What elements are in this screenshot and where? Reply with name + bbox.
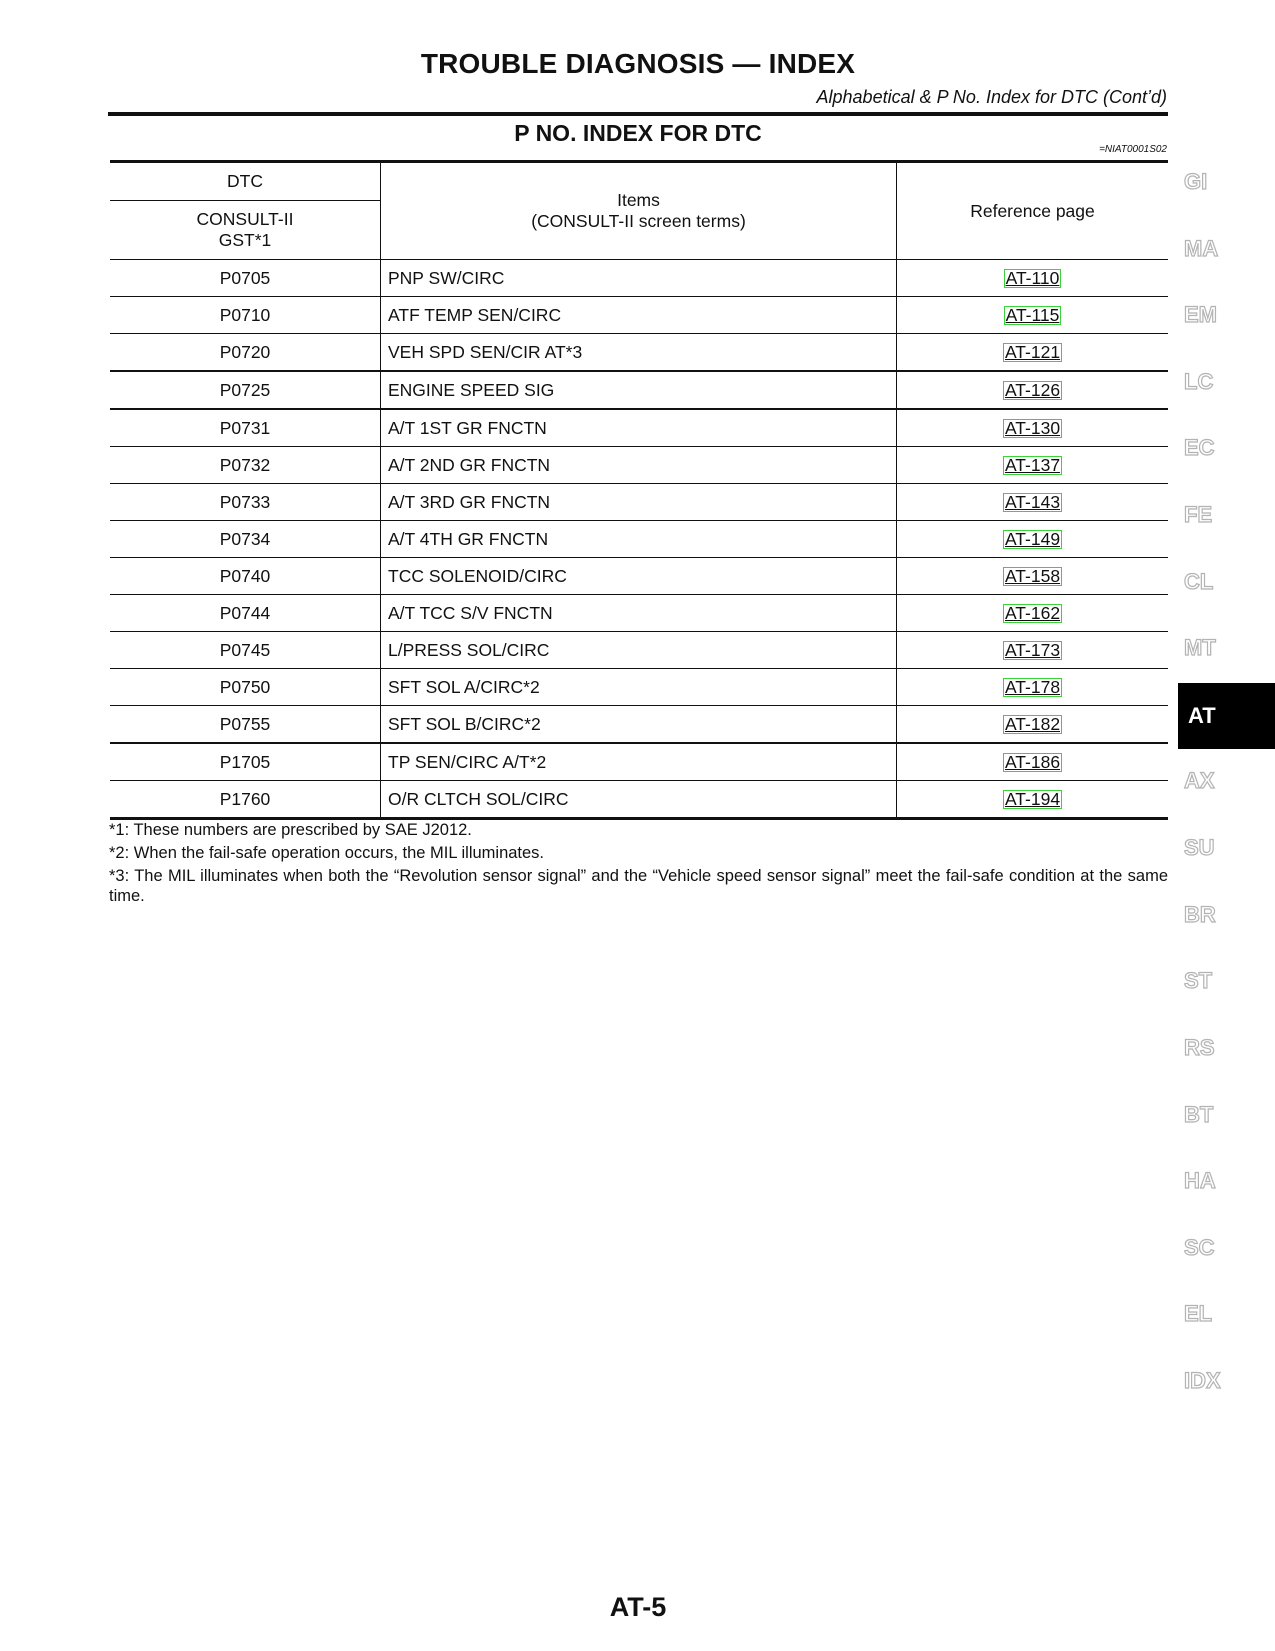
table-row <box>110 781 1168 819</box>
section-tab-rs[interactable]: RS <box>1184 1035 1215 1060</box>
reference-cell <box>897 371 1169 409</box>
table-row <box>110 706 1168 744</box>
item-cell <box>381 521 897 558</box>
item-label: A/T 4TH GR FNCTN <box>388 528 549 549</box>
table-row <box>110 260 1168 297</box>
reference-page-link[interactable]: AT-178 <box>1004 676 1061 697</box>
header-dtc: DTC <box>110 162 381 201</box>
reference-cell <box>897 706 1169 744</box>
reference-page-link[interactable]: AT-110 <box>1005 267 1060 288</box>
item-cell <box>381 409 897 447</box>
item-label: A/T 2ND GR FNCTN <box>388 454 551 475</box>
dtc-code-cell: P0734 <box>110 521 381 558</box>
section-tab-bt[interactable]: BT <box>1184 1102 1214 1127</box>
section-tab-el[interactable]: EL <box>1184 1301 1213 1326</box>
footnote: *1: These numbers are prescribed by SAE J2012. <box>109 821 472 839</box>
dtc-code-cell: P0740 <box>110 558 381 595</box>
dtc-code-cell: P1705 <box>110 743 381 781</box>
dtc-code-cell: P0731 <box>110 409 381 447</box>
table-row <box>110 558 1168 595</box>
header-consult <box>110 201 381 260</box>
header-items-line1: Items <box>617 190 660 210</box>
dtc-code-cell: P0744 <box>110 595 381 632</box>
section-tab-ec[interactable]: EC <box>1184 435 1215 460</box>
item-cell <box>381 447 897 484</box>
reference-cell <box>897 334 1169 372</box>
item-label: ATF TEMP SEN/CIRC <box>388 304 562 325</box>
reference-page-link[interactable]: AT-126 <box>1004 379 1061 400</box>
table-row <box>110 447 1168 484</box>
reference-page-link[interactable]: AT-162 <box>1004 602 1061 623</box>
item-cell <box>381 706 897 744</box>
reference-page-link[interactable]: AT-158 <box>1004 565 1061 586</box>
item-cell <box>381 781 897 819</box>
dtc-code-cell: P1760 <box>110 781 381 819</box>
item-label: TP SEN/CIRC A/T*2 <box>388 751 547 772</box>
item-label: O/R CLTCH SOL/CIRC <box>388 788 569 809</box>
item-label: A/T TCC S/V FNCTN <box>388 602 553 623</box>
reference-cell <box>897 409 1169 447</box>
table-row <box>110 297 1168 334</box>
page-title: TROUBLE DIAGNOSIS — INDEX <box>420 48 856 79</box>
item-label: VEH SPD SEN/CIR AT*3 <box>388 341 583 362</box>
table-row <box>110 334 1168 372</box>
dtc-code-cell: P0750 <box>110 669 381 706</box>
header-reference: Reference page <box>897 162 1169 260</box>
item-cell <box>381 297 897 334</box>
table-row <box>110 595 1168 632</box>
dtc-code-cell: P0725 <box>110 371 381 409</box>
reference-cell <box>897 632 1169 669</box>
reference-page-link[interactable]: AT-130 <box>1004 417 1061 438</box>
section-tab-st[interactable]: ST <box>1184 968 1213 993</box>
section-tab-at[interactable]: AT <box>1178 683 1275 749</box>
reference-page-link[interactable]: AT-194 <box>1004 788 1061 809</box>
dtc-code-cell: P0705 <box>110 260 381 297</box>
section-tab-ha[interactable]: HA <box>1184 1168 1216 1193</box>
section-tab-br[interactable]: BR <box>1184 902 1216 927</box>
item-cell <box>381 595 897 632</box>
item-label: TCC SOLENOID/CIRC <box>388 565 567 586</box>
item-label: L/PRESS SOL/CIRC <box>388 639 550 660</box>
item-cell <box>381 371 897 409</box>
reference-cell <box>897 781 1169 819</box>
section-tab-sc[interactable]: SC <box>1184 1235 1215 1260</box>
dtc-code-cell: P0720 <box>110 334 381 372</box>
reference-page-link[interactable]: AT-186 <box>1004 751 1061 772</box>
section-tab-cl[interactable]: CL <box>1184 569 1214 594</box>
dtc-index-table <box>110 160 1168 820</box>
dtc-code-cell: P0745 <box>110 632 381 669</box>
dtc-code-cell: P0732 <box>110 447 381 484</box>
item-label: PNP SW/CIRC <box>388 267 505 288</box>
item-cell <box>381 743 897 781</box>
table-row <box>110 409 1168 447</box>
title-rule <box>108 112 1168 116</box>
item-cell <box>381 334 897 372</box>
table-row <box>110 669 1168 706</box>
table-row <box>110 743 1168 781</box>
item-label: A/T 3RD GR FNCTN <box>388 491 551 512</box>
table-row <box>110 521 1168 558</box>
header-items-line2: (CONSULT-II screen terms) <box>531 211 746 231</box>
table-row <box>110 484 1168 521</box>
section-tab-mt[interactable]: MT <box>1184 635 1216 660</box>
reference-cell <box>897 595 1169 632</box>
reference-cell <box>897 669 1169 706</box>
dtc-code-cell: P0710 <box>110 297 381 334</box>
section-tab-em[interactable]: EM <box>1184 302 1217 327</box>
reference-page-link[interactable]: AT-173 <box>1004 639 1061 660</box>
header-consult-line1: CONSULT-II <box>196 209 294 229</box>
dtc-code-cell: P0733 <box>110 484 381 521</box>
reference-page-link[interactable]: AT-115 <box>1005 304 1060 325</box>
footnotes <box>109 820 1168 909</box>
page-subtitle: Alphabetical & P No. Index for DTC (Cont’d) <box>816 87 1167 107</box>
item-label: SFT SOL A/CIRC*2 <box>388 676 540 697</box>
reference-cell <box>897 260 1169 297</box>
section-ref-code: =NIAT0001S02 <box>1099 144 1167 155</box>
reference-page-link[interactable]: AT-149 <box>1004 528 1061 549</box>
item-cell <box>381 558 897 595</box>
section-tab-gi[interactable]: GI <box>1184 169 1208 194</box>
table-row <box>110 632 1168 669</box>
item-label: A/T 1ST GR FNCTN <box>388 417 547 438</box>
page-number: AT-5 <box>609 1592 667 1622</box>
table-row <box>110 371 1168 409</box>
reference-cell <box>897 297 1169 334</box>
header-items <box>381 162 897 260</box>
dtc-code-cell: P0755 <box>110 706 381 744</box>
section-tab-fe[interactable]: FE <box>1184 502 1213 527</box>
reference-cell <box>897 447 1169 484</box>
reference-page-link[interactable]: AT-182 <box>1004 713 1061 734</box>
dtc-table-body <box>110 260 1168 819</box>
reference-cell <box>897 484 1169 521</box>
reference-cell <box>897 521 1169 558</box>
item-cell <box>381 669 897 706</box>
item-label: SFT SOL B/CIRC*2 <box>388 713 541 734</box>
item-label: ENGINE SPEED SIG <box>388 379 555 400</box>
footnote: *2: When the fail-safe operation occurs, the MIL illuminates. <box>109 844 545 862</box>
section-tab-ma[interactable]: MA <box>1184 236 1219 261</box>
reference-cell <box>897 743 1169 781</box>
reference-page-link[interactable]: AT-121 <box>1004 341 1061 362</box>
footnote: *3: The MIL illuminates when both the “Revolution sensor signal” and the “Vehicle speed sensor signal” meet the fail-safe condition at the same time. <box>109 867 1168 905</box>
reference-page-link[interactable]: AT-137 <box>1004 454 1061 475</box>
header-consult-line2: GST*1 <box>218 230 272 250</box>
section-tab-ax[interactable]: AX <box>1184 768 1215 793</box>
item-cell <box>381 484 897 521</box>
item-cell <box>381 632 897 669</box>
section-tab-su[interactable]: SU <box>1184 835 1215 860</box>
section-title: P NO. INDEX FOR DTC <box>514 120 762 146</box>
item-cell <box>381 260 897 297</box>
section-tab-idx[interactable]: IDX <box>1184 1368 1221 1393</box>
section-tab-lc[interactable]: LC <box>1184 369 1214 394</box>
reference-cell <box>897 558 1169 595</box>
reference-page-link[interactable]: AT-143 <box>1004 491 1061 512</box>
